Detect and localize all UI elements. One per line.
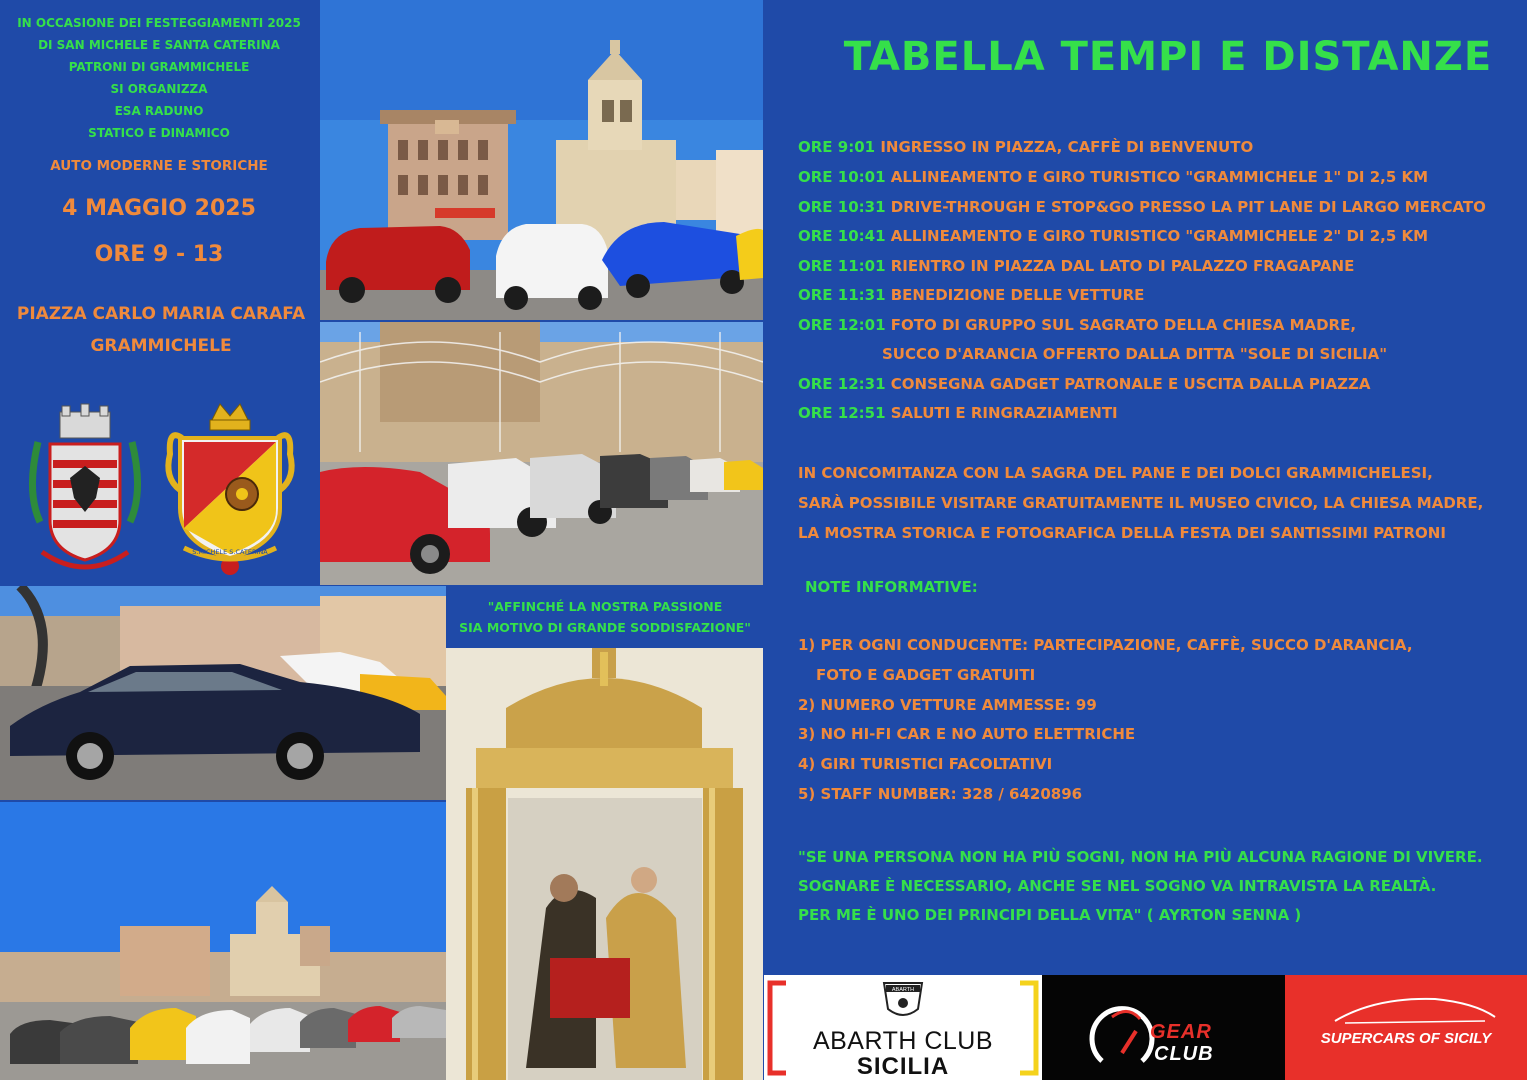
crest-lettering: S.MICHELE S.CATERINA xyxy=(192,548,268,556)
photo-square-panorama xyxy=(0,802,446,1080)
occasion-line: DI SAN MICHELE E SANTA CATERINA xyxy=(38,38,280,52)
occasion-text xyxy=(8,12,310,144)
photo-classic-coupe xyxy=(0,586,446,800)
schedule-item xyxy=(798,138,1253,156)
schedule-time: ORE 12:31 xyxy=(798,375,886,393)
abarth-sicilia-text: SICILIA xyxy=(856,1053,950,1080)
schedule-text: SUCCO D'ARANCIA OFFERTO DALLA DITTA "SOLE DI SICILIA" xyxy=(882,345,1388,363)
quote-line: SOGNARE È NECESSARIO, ANCHE SE NEL SOGNO VA INTRAVISTA LA REALTÀ. xyxy=(798,877,1437,895)
place-city: GRAMMICHELE xyxy=(90,336,232,356)
photo-patron-saints xyxy=(446,648,763,1080)
abarth-badge-text: ABARTH xyxy=(891,987,915,993)
schedule-time: ORE 9:01 xyxy=(798,138,876,156)
notes-heading: NOTE INFORMATIVE: xyxy=(805,578,978,596)
event-time: ORE 9 - 13 xyxy=(94,242,224,267)
occasion-line: IN OCCASIONE DEI FESTEGGIAMENTI 2025 xyxy=(17,16,301,30)
schedule-time: ORE 10:41 xyxy=(798,227,886,245)
ayrton-senna-quote xyxy=(798,843,1518,930)
schedule-time: ORE 11:31 xyxy=(798,286,886,304)
quote-line: "SE UNA PERSONA NON HA PIÙ SOGNI, NON HA PIÙ ALCUNA RAGIONE DI VIVERE. xyxy=(798,848,1483,866)
occasion-line: PATRONI DI GRAMMICHELE xyxy=(68,60,250,74)
supercars-of-sicily-logo xyxy=(1285,975,1527,1080)
event-type: AUTO MODERNE E STORICHE xyxy=(50,158,268,174)
photo-town-hall-cars xyxy=(320,0,763,320)
schedule-item xyxy=(798,168,1428,186)
supercars-text: SUPERCARS OF SICILY xyxy=(1320,1030,1492,1047)
schedule-time: ORE 11:01 xyxy=(798,257,886,275)
schedule-item xyxy=(798,198,1486,216)
grammichele-crest-icon xyxy=(22,402,148,582)
schedule-text: INGRESSO IN PIAZZA, CAFFÈ DI BENVENUTO xyxy=(875,138,1254,156)
info-line: SARÀ POSSIBILE VISITARE GRATUITAMENTE IL MUSEO CIVICO, LA CHIESA MADRE, xyxy=(798,494,1484,512)
gear-club-logo xyxy=(1042,975,1285,1080)
schedule-text: CONSEGNA GADGET PATRONALE E USCITA DALLA PIAZZA xyxy=(885,375,1371,393)
schedule-text: FOTO DI GRUPPO SUL SAGRATO DELLA CHIESA MADRE, xyxy=(885,316,1357,334)
schedule-time: ORE 10:01 xyxy=(798,168,886,186)
note-item: 3) NO HI-FI CAR E NO AUTO ELETTRICHE xyxy=(798,725,1136,743)
abarth-club-sicilia-logo xyxy=(764,975,1042,1080)
note-item: 1) PER OGNI CONDUCENTE: PARTECIPAZIONE, CAFFÈ, SUCCO D'ARANCIA, xyxy=(798,636,1413,654)
event-date: 4 MAGGIO 2025 xyxy=(62,196,256,221)
schedule-text: DRIVE-THROUGH E STOP&GO PRESSO LA PIT LANE DI LARGO MERCATO xyxy=(885,198,1486,216)
page-title: TABELLA TEMPI E DISTANZE xyxy=(843,34,1493,80)
occasion-line: ESA RADUNO xyxy=(114,104,204,118)
motto-line: "AFFINCHÉ LA NOSTRA PASSIONE xyxy=(487,599,723,614)
schedule-item xyxy=(798,316,1356,334)
gear-text: GEAR xyxy=(1150,1021,1212,1043)
schedule-time: ORE 12:01 xyxy=(798,316,886,334)
photo-abarth-lineup xyxy=(320,322,763,585)
schedule-item-continuation xyxy=(882,345,1387,363)
motto-text xyxy=(447,596,763,638)
note-item: 2) NUMERO VETTURE AMMESSE: 99 xyxy=(798,696,1097,714)
quote-line: PER ME È UNO DEI PRINCIPI DELLA VITA" ( AYRTON SENNA ) xyxy=(798,906,1302,924)
schedule-text: SALUTI E RINGRAZIAMENTI xyxy=(885,404,1118,422)
scorpion-icon xyxy=(898,998,908,1008)
schedule-text: BENEDIZIONE DELLE VETTURE xyxy=(885,286,1145,304)
schedule-text: RIENTRO IN PIAZZA DAL LATO DI PALAZZO FRAGAPANE xyxy=(885,257,1355,275)
patron-saints-crest-icon xyxy=(160,398,300,578)
event-place xyxy=(4,298,318,362)
motto-line: SIA MOTIVO DI GRANDE SODDISFAZIONE" xyxy=(459,620,751,635)
abarth-club-text: ABARTH CLUB xyxy=(812,1027,994,1055)
note-item: 4) GIRI TURISTICI FACOLTATIVI xyxy=(798,755,1053,773)
schedule-item xyxy=(798,227,1428,245)
place-name: PIAZZA CARLO MARIA CARAFA xyxy=(16,304,306,324)
schedule-text: ALLINEAMENTO E GIRO TURISTICO "GRAMMICHELE 1" DI 2,5 KM xyxy=(885,168,1429,186)
schedule-item xyxy=(798,257,1354,275)
supercar-silhouette-icon xyxy=(1335,999,1495,1021)
occasion-line: SI ORGANIZZA xyxy=(110,82,208,96)
schedule-time: ORE 10:31 xyxy=(798,198,886,216)
note-item: 5) STAFF NUMBER: 328 / 6420896 xyxy=(798,785,1083,803)
club-text: CLUB xyxy=(1154,1043,1214,1065)
schedule-item xyxy=(798,375,1370,393)
schedule-item xyxy=(798,404,1118,422)
info-paragraph xyxy=(798,458,1518,548)
sponsor-logos xyxy=(764,975,1527,1080)
schedule-time: ORE 12:51 xyxy=(798,404,886,422)
occasion-line: STATICO E DINAMICO xyxy=(88,126,230,140)
schedule-text: ALLINEAMENTO E GIRO TURISTICO "GRAMMICHELE 2" DI 2,5 KM xyxy=(885,227,1429,245)
note-item-continuation: FOTO E GADGET GRATUITI xyxy=(816,666,1036,684)
speedometer-icon xyxy=(1092,1009,1152,1061)
info-line: LA MOSTRA STORICA E FOTOGRAFICA DELLA FESTA DEI SANTISSIMI PATRONI xyxy=(798,524,1446,542)
schedule-item xyxy=(798,286,1144,304)
info-line: IN CONCOMITANZA CON LA SAGRA DEL PANE E DEI DOLCI GRAMMICHELESI, xyxy=(798,464,1433,482)
